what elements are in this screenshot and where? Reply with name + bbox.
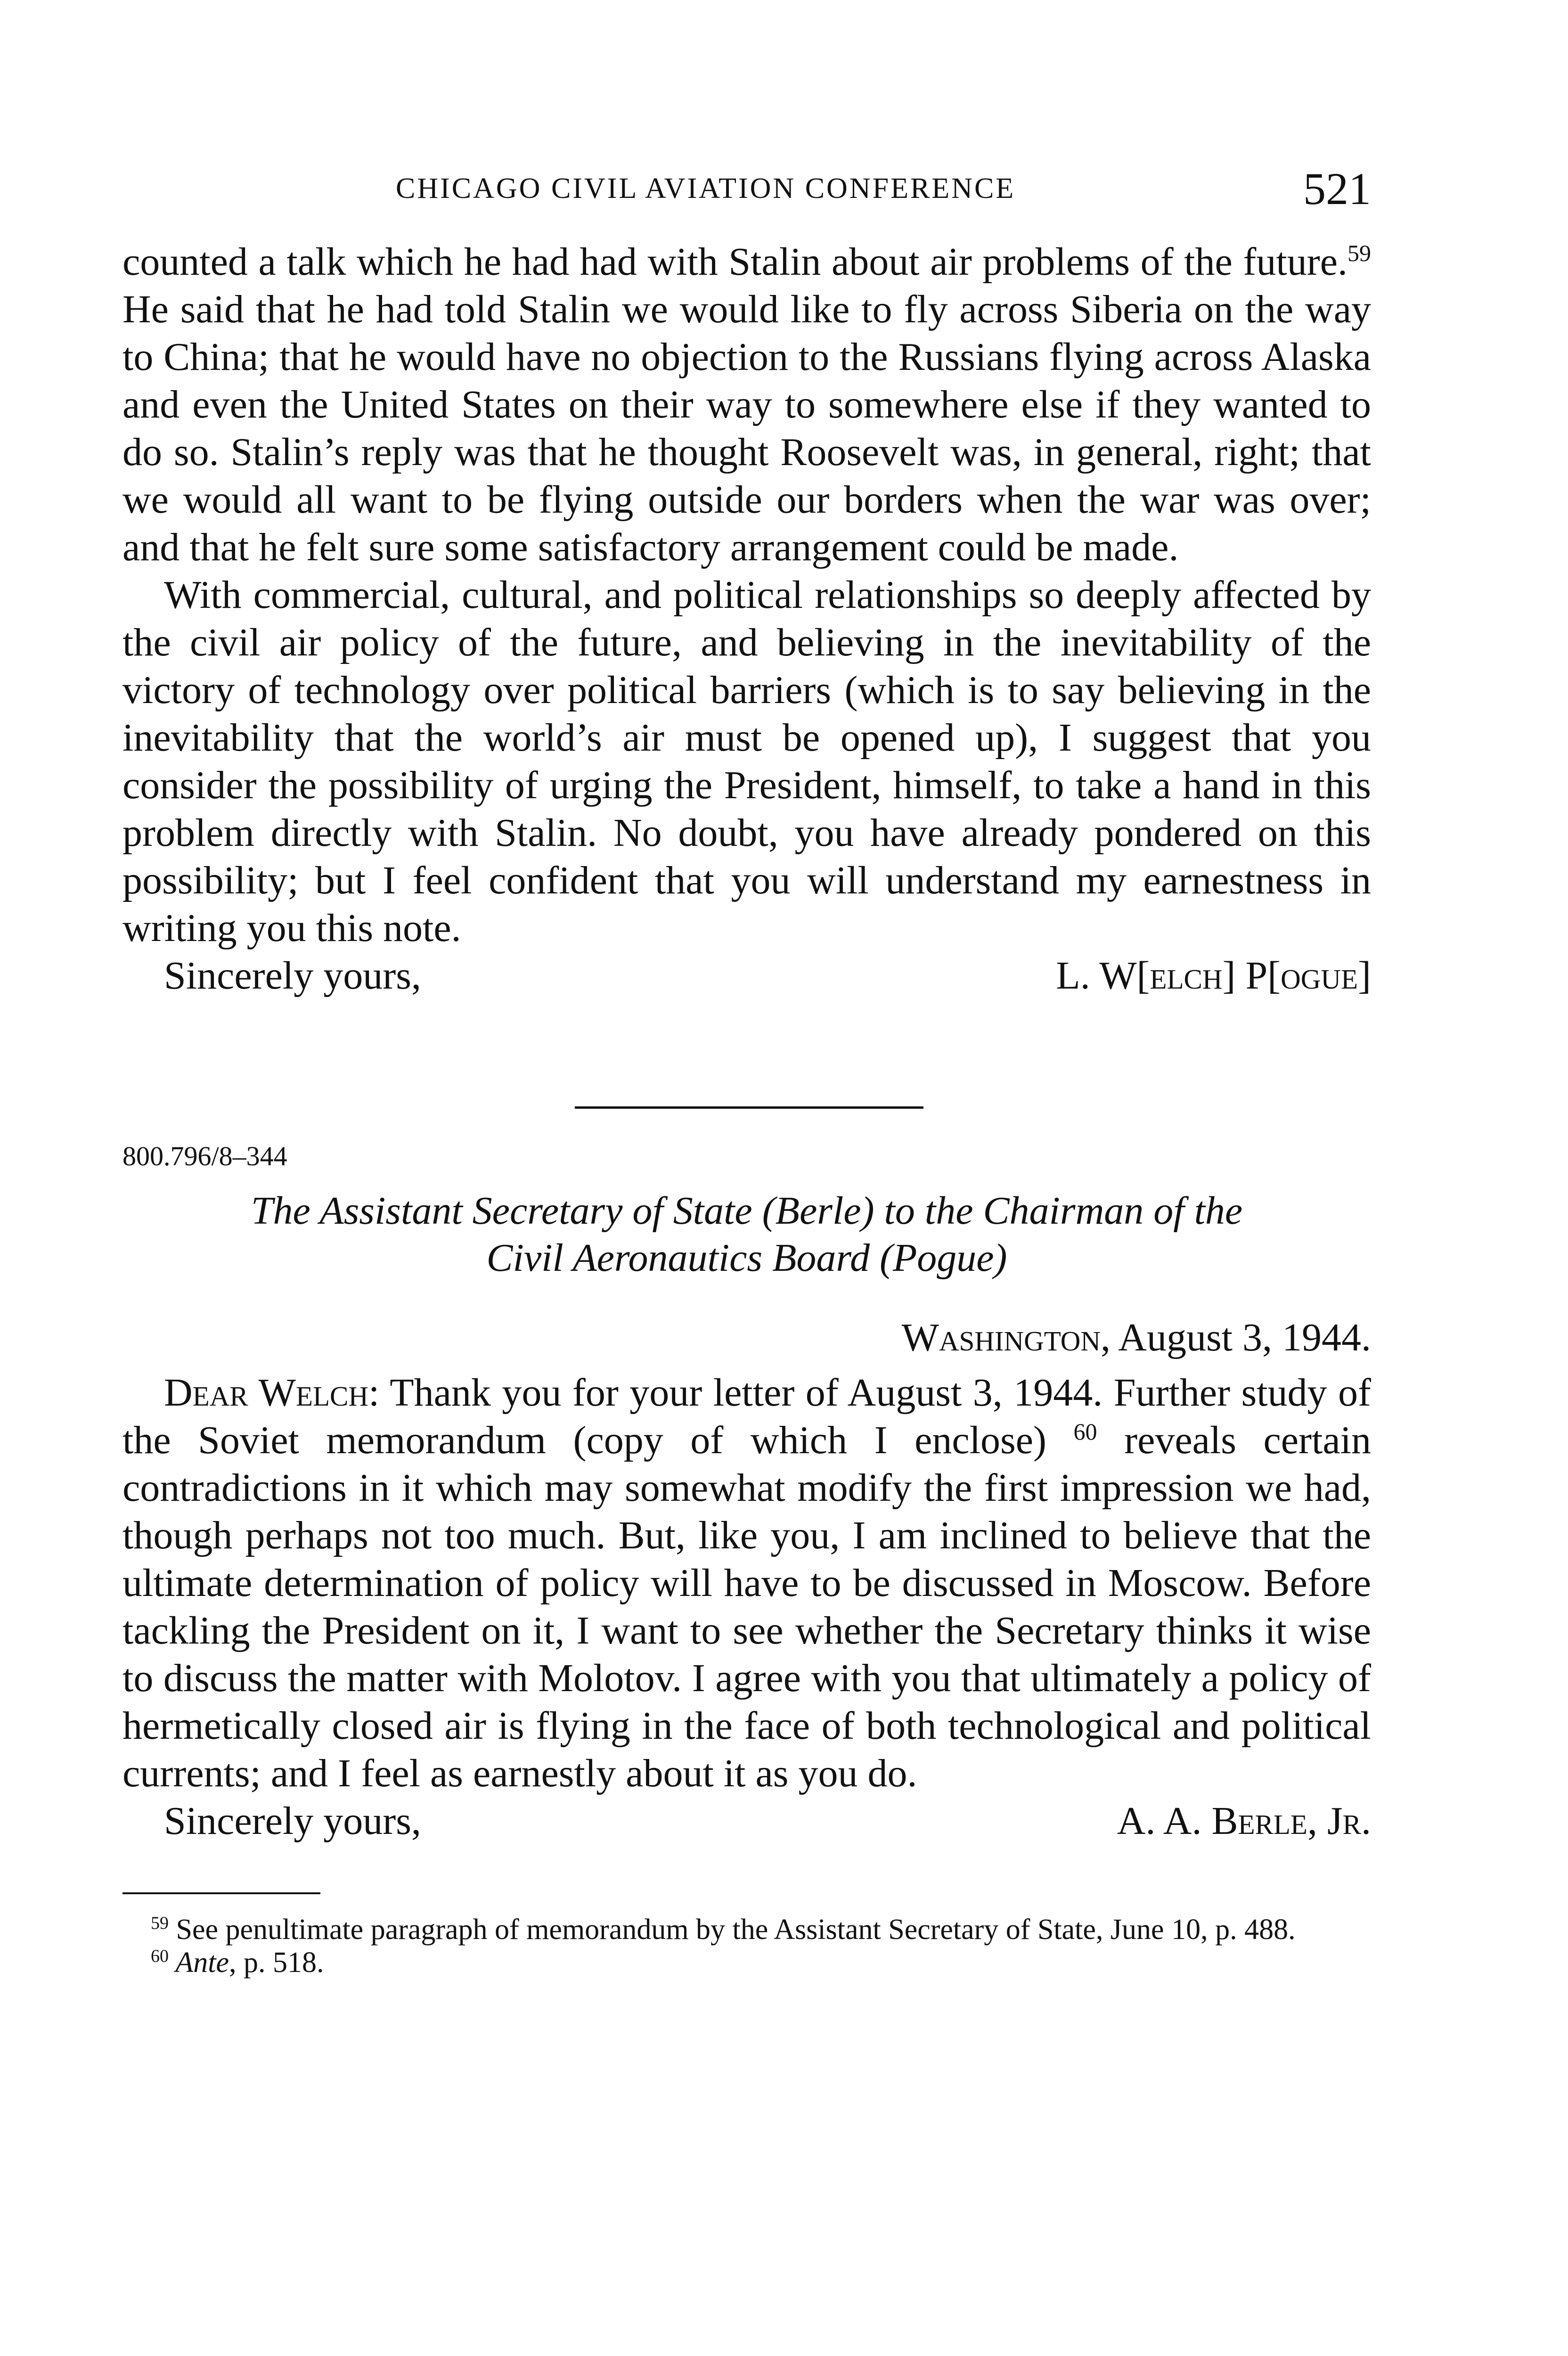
section-divider (575, 1106, 923, 1109)
running-title: CHICAGO CIVIL AVIATION CONFERENCE (396, 172, 1016, 205)
title-line: The Assistant Secretary of State (Berle) to the Chairman of the (251, 1189, 1243, 1233)
signature: L. W[elch] P[ogue] (1056, 954, 1371, 998)
signature: A. A. Berle, Jr. (1117, 1799, 1371, 1843)
footnote (122, 1946, 1371, 1979)
salutation: Dear Welch (164, 1371, 368, 1415)
footnote (122, 1913, 1371, 1946)
paragraph-text: He said that he had told Stalin we would like to fly across Siberia on the way to China; that he would have no objection to the Russians flying across Alaska and even the United States on their way to somewhere else if they wanted to do so. Stalin’s reply was that he thought Roosevelt was, in general, right; that we would all want to be flying outside our borders when the war was over; and that he felt sure some satisfactory arrangement could be made. (122, 287, 1371, 569)
paragraph: With commercial, cultural, and political relationships so deeply affected by the civil air policy of the future, and believing in the inevitability of the victory of technology over political barriers (which is to say believing in the inevitability that the world’s air must be opened up), I suggest that you consider the possibility of urging the President, himself, to take a hand in this problem directly with Stalin. No doubt, you have already pondered on this possibility; but I feel confident that you will understand my earnestness in writing you this note. (122, 573, 1371, 950)
footnote-divider (122, 1892, 320, 1894)
footnote-text: , p. 518. (229, 1947, 324, 1979)
footnote-reference: 59 (1348, 240, 1371, 266)
dateline-date: , August 3, 1944. (1100, 1316, 1371, 1359)
complimentary-close: Sincerely yours, (164, 1799, 421, 1843)
dateline-place: Washington (901, 1316, 1101, 1359)
title-line: Civil Aeronautics Board (Pogue) (486, 1236, 1007, 1280)
footnote-mark: 60 (151, 1946, 169, 1966)
footnote-reference: 60 (1073, 1418, 1097, 1445)
footnote-text: See penultimate paragraph of memorandum by the Assistant Secretary of State, June 10, p. 488. (169, 1914, 1296, 1946)
dateline (902, 1315, 1371, 1360)
paragraph (122, 1369, 1371, 1797)
letter-continuation (122, 238, 1371, 999)
footnote-mark: 59 (151, 1913, 169, 1933)
footnotes (122, 1913, 1371, 1979)
file-number: 800.796/8–344 (122, 1141, 287, 1171)
page-number: 521 (1303, 164, 1371, 214)
complimentary-close: Sincerely yours, (164, 954, 421, 998)
letter-body (122, 1369, 1371, 1845)
running-head (122, 163, 1376, 214)
paragraph-text: : Thank you for your letter of August 3, 1944. Further study of the Soviet memorandum (copy of which I enclose) (122, 1371, 1372, 1462)
letter-closing (122, 1797, 1371, 1845)
footnote-text: Ante (169, 1947, 229, 1979)
paragraph (122, 238, 1371, 571)
letter-closing (122, 952, 1371, 999)
paragraph-text: reveals certain contradictions in it which may somewhat modify the first impression we had, though perhaps not too much. But, like you, I am inclined to believe that the ultimate determination of policy will have to be discussed in Moscow. Before tackling the President on it, I want to see whether the Secretary thinks it wise to discuss the matter with Molotov. I agree with you that ultimately a policy of hermetically closed air is flying in the face of both technological and political currents; and I feel as earnestly about it as you do. (122, 1418, 1371, 1795)
document-title (122, 1187, 1371, 1282)
paragraph-text: counted a talk which he had had with Stalin about air problems of the future. (122, 240, 1348, 284)
